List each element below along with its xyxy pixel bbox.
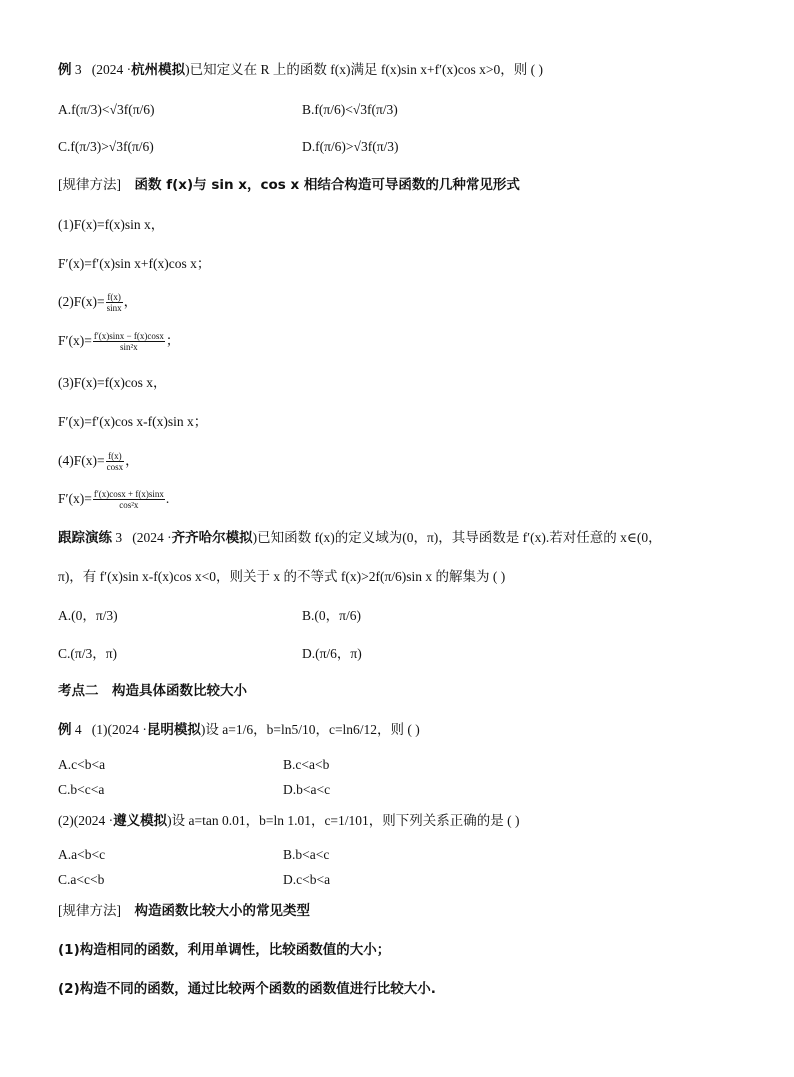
example-number: 3 xyxy=(74,62,82,77)
fraction xyxy=(106,451,125,472)
formula-line: F′(x)=f′(x)sin x+f(x)cos x； xyxy=(58,256,211,271)
option-letter: B. xyxy=(302,608,315,623)
rule-method-heading xyxy=(58,901,310,921)
formula-prefix: (2)F(x)= xyxy=(58,294,105,309)
option-text: (π/3，π) xyxy=(70,646,118,661)
fraction-numerator: f′(x)cosx + f(x)sinx xyxy=(93,489,164,500)
formula-line: (3)F(x)=f(x)cos x， xyxy=(58,375,167,390)
example-label: 例 xyxy=(58,62,72,78)
fraction xyxy=(93,489,165,510)
option-letter: A. xyxy=(58,847,72,862)
option-text: c<b<a xyxy=(296,872,331,887)
example-3-stem xyxy=(58,60,543,80)
question-stem: )已知定义在 R 上的函数 f(x)满足 f(x)sin x+f′(x)cos x>0，则 ( ) xyxy=(185,62,544,77)
option-d xyxy=(302,137,399,157)
formula-line: (2)F(x)= $\frac{f(x)}{\sin x}$ ， xyxy=(58,292,138,314)
option-letter: D. xyxy=(283,872,297,887)
option-b xyxy=(283,845,329,865)
fraction-numerator: f′(x)sinx − f(x)cosx xyxy=(93,331,164,342)
formula-line: F′(x)= $\frac{f'(x)\cos x + f(x)\sin x}{\text{cos²x}}$ . xyxy=(58,489,170,511)
option-c xyxy=(58,870,104,890)
option-b xyxy=(302,100,398,120)
formula-line: (1)F(x)=f(x)sin x， xyxy=(58,217,165,232)
tracking-number: 3 xyxy=(115,530,123,545)
source-prefix: (2)(2024 · xyxy=(58,813,114,828)
option-d xyxy=(283,870,330,890)
fraction-numerator: f(x) xyxy=(106,451,125,462)
fraction-numerator: f(x) xyxy=(107,292,121,303)
option-letter: C. xyxy=(58,872,71,887)
option-text: c<a<b xyxy=(295,757,330,772)
option-letter: A. xyxy=(58,608,72,623)
option-text: f(π/6)<√3f(π/3) xyxy=(314,102,398,117)
rule-item-2: (2)构造不同的函数，通过比较两个函数的函数值进行比较大小. xyxy=(58,981,436,997)
option-letter: C. xyxy=(58,646,71,661)
option-letter: B. xyxy=(283,847,296,862)
option-letter: B. xyxy=(283,757,296,772)
example-label: 例 xyxy=(58,722,72,738)
option-text: (π/6，π) xyxy=(315,646,362,661)
option-text: b<a<c xyxy=(295,847,330,862)
option-c xyxy=(58,644,117,664)
source-prefix: (2024 · xyxy=(132,530,172,545)
fraction-denominator: sinx xyxy=(106,303,122,314)
option-text: f(π/6)>√3f(π/3) xyxy=(315,139,399,154)
option-letter: B. xyxy=(302,102,315,117)
option-letter: C. xyxy=(58,782,71,797)
rule-tag: [规律方法] xyxy=(58,177,121,192)
example-4-part-2-stem xyxy=(58,811,520,831)
option-d xyxy=(283,780,330,800)
option-c xyxy=(58,137,154,157)
option-a xyxy=(58,606,118,626)
question-stem: )设 a=1/6，b=ln5/10，c=ln6/12，则 ( ) xyxy=(200,722,420,737)
option-text: f(π/3)<√3f(π/6) xyxy=(71,102,155,117)
rule-item-1: (1)构造相同的函数，利用单调性，比较函数值的大小； xyxy=(58,942,391,958)
formula-prefix: F′(x)= xyxy=(58,491,92,506)
source-city: 遵义模拟 xyxy=(113,813,168,829)
option-a xyxy=(58,845,105,865)
option-letter: C. xyxy=(58,139,71,154)
rule-title: 函数 f(x)与 sin x，cos x 相结合构造可导函数的几种常见形式 xyxy=(134,177,520,193)
rule-tag: [规律方法] xyxy=(58,903,121,918)
fraction xyxy=(106,292,123,313)
formula-prefix: F′(x)= xyxy=(58,333,92,348)
fraction-denominator: cosx xyxy=(106,462,124,473)
source-city: 齐齐哈尔模拟 xyxy=(171,530,253,546)
example-4-part-1-stem xyxy=(58,720,420,740)
option-letter: A. xyxy=(58,757,72,772)
option-a xyxy=(58,100,155,120)
option-letter: D. xyxy=(302,139,316,154)
fraction-denominator: cos²x xyxy=(119,500,139,511)
option-a xyxy=(58,755,105,775)
tracking-label: 跟踪演练 xyxy=(58,530,112,546)
formula-line: F′(x)=f′(x)cos x-f(x)sin x； xyxy=(58,414,208,429)
option-c xyxy=(58,780,104,800)
question-stem: )设 a=tan 0.01，b=ln 1.01，c=1/101，则下列关系正确的是 ( ) xyxy=(167,813,520,828)
option-text: a<c<b xyxy=(70,872,105,887)
tracking-exercise-stem xyxy=(58,528,662,548)
option-letter: D. xyxy=(302,646,316,661)
option-b xyxy=(302,606,361,626)
option-text: (0，π/6) xyxy=(314,608,361,623)
section-heading: 考点二 构造具体函数比较大小 xyxy=(58,683,247,699)
option-d xyxy=(302,644,362,664)
fraction xyxy=(93,331,165,352)
source-prefix: (2024 · xyxy=(91,62,132,77)
fraction-denominator: sin²x xyxy=(119,342,138,353)
example-number: 4 xyxy=(74,722,82,737)
rule-method-heading xyxy=(58,175,520,195)
formula-prefix: (4)F(x)= xyxy=(58,453,105,468)
rule-title: 构造函数比较大小的常见类型 xyxy=(134,903,310,919)
question-stem: )已知函数 f(x)的定义域为(0，π)，其导函数是 f′(x).若对任意的 x∈(0， xyxy=(252,530,662,545)
option-text: b<a<c xyxy=(296,782,331,797)
formula-line: F′(x)= $\frac{f'(x)\sin x - f(x)\cos x}{\text{sin²x}}$ ； xyxy=(58,331,180,353)
source-city: 昆明模拟 xyxy=(146,722,201,738)
option-text: c<b<a xyxy=(71,757,106,772)
option-letter: D. xyxy=(283,782,297,797)
option-b xyxy=(283,755,329,775)
tracking-exercise-stem-cont: π)，有 f′(x)sin x-f(x)cos x<0，则关于 x 的不等式 f(x)>2f(π/6)sin x 的解集为 ( ) xyxy=(58,569,506,584)
formula-line: (4)F(x)= $\frac{f(x)}{\cos x}$ ， xyxy=(58,451,139,473)
option-text: b<c<a xyxy=(70,782,105,797)
option-text: a<b<c xyxy=(71,847,106,862)
option-text: (0，π/3) xyxy=(71,608,118,623)
option-letter: A. xyxy=(58,102,72,117)
source-prefix: (1)(2024 · xyxy=(91,722,147,737)
source-city: 杭州模拟 xyxy=(131,62,186,78)
option-text: f(π/3)>√3f(π/6) xyxy=(70,139,154,154)
